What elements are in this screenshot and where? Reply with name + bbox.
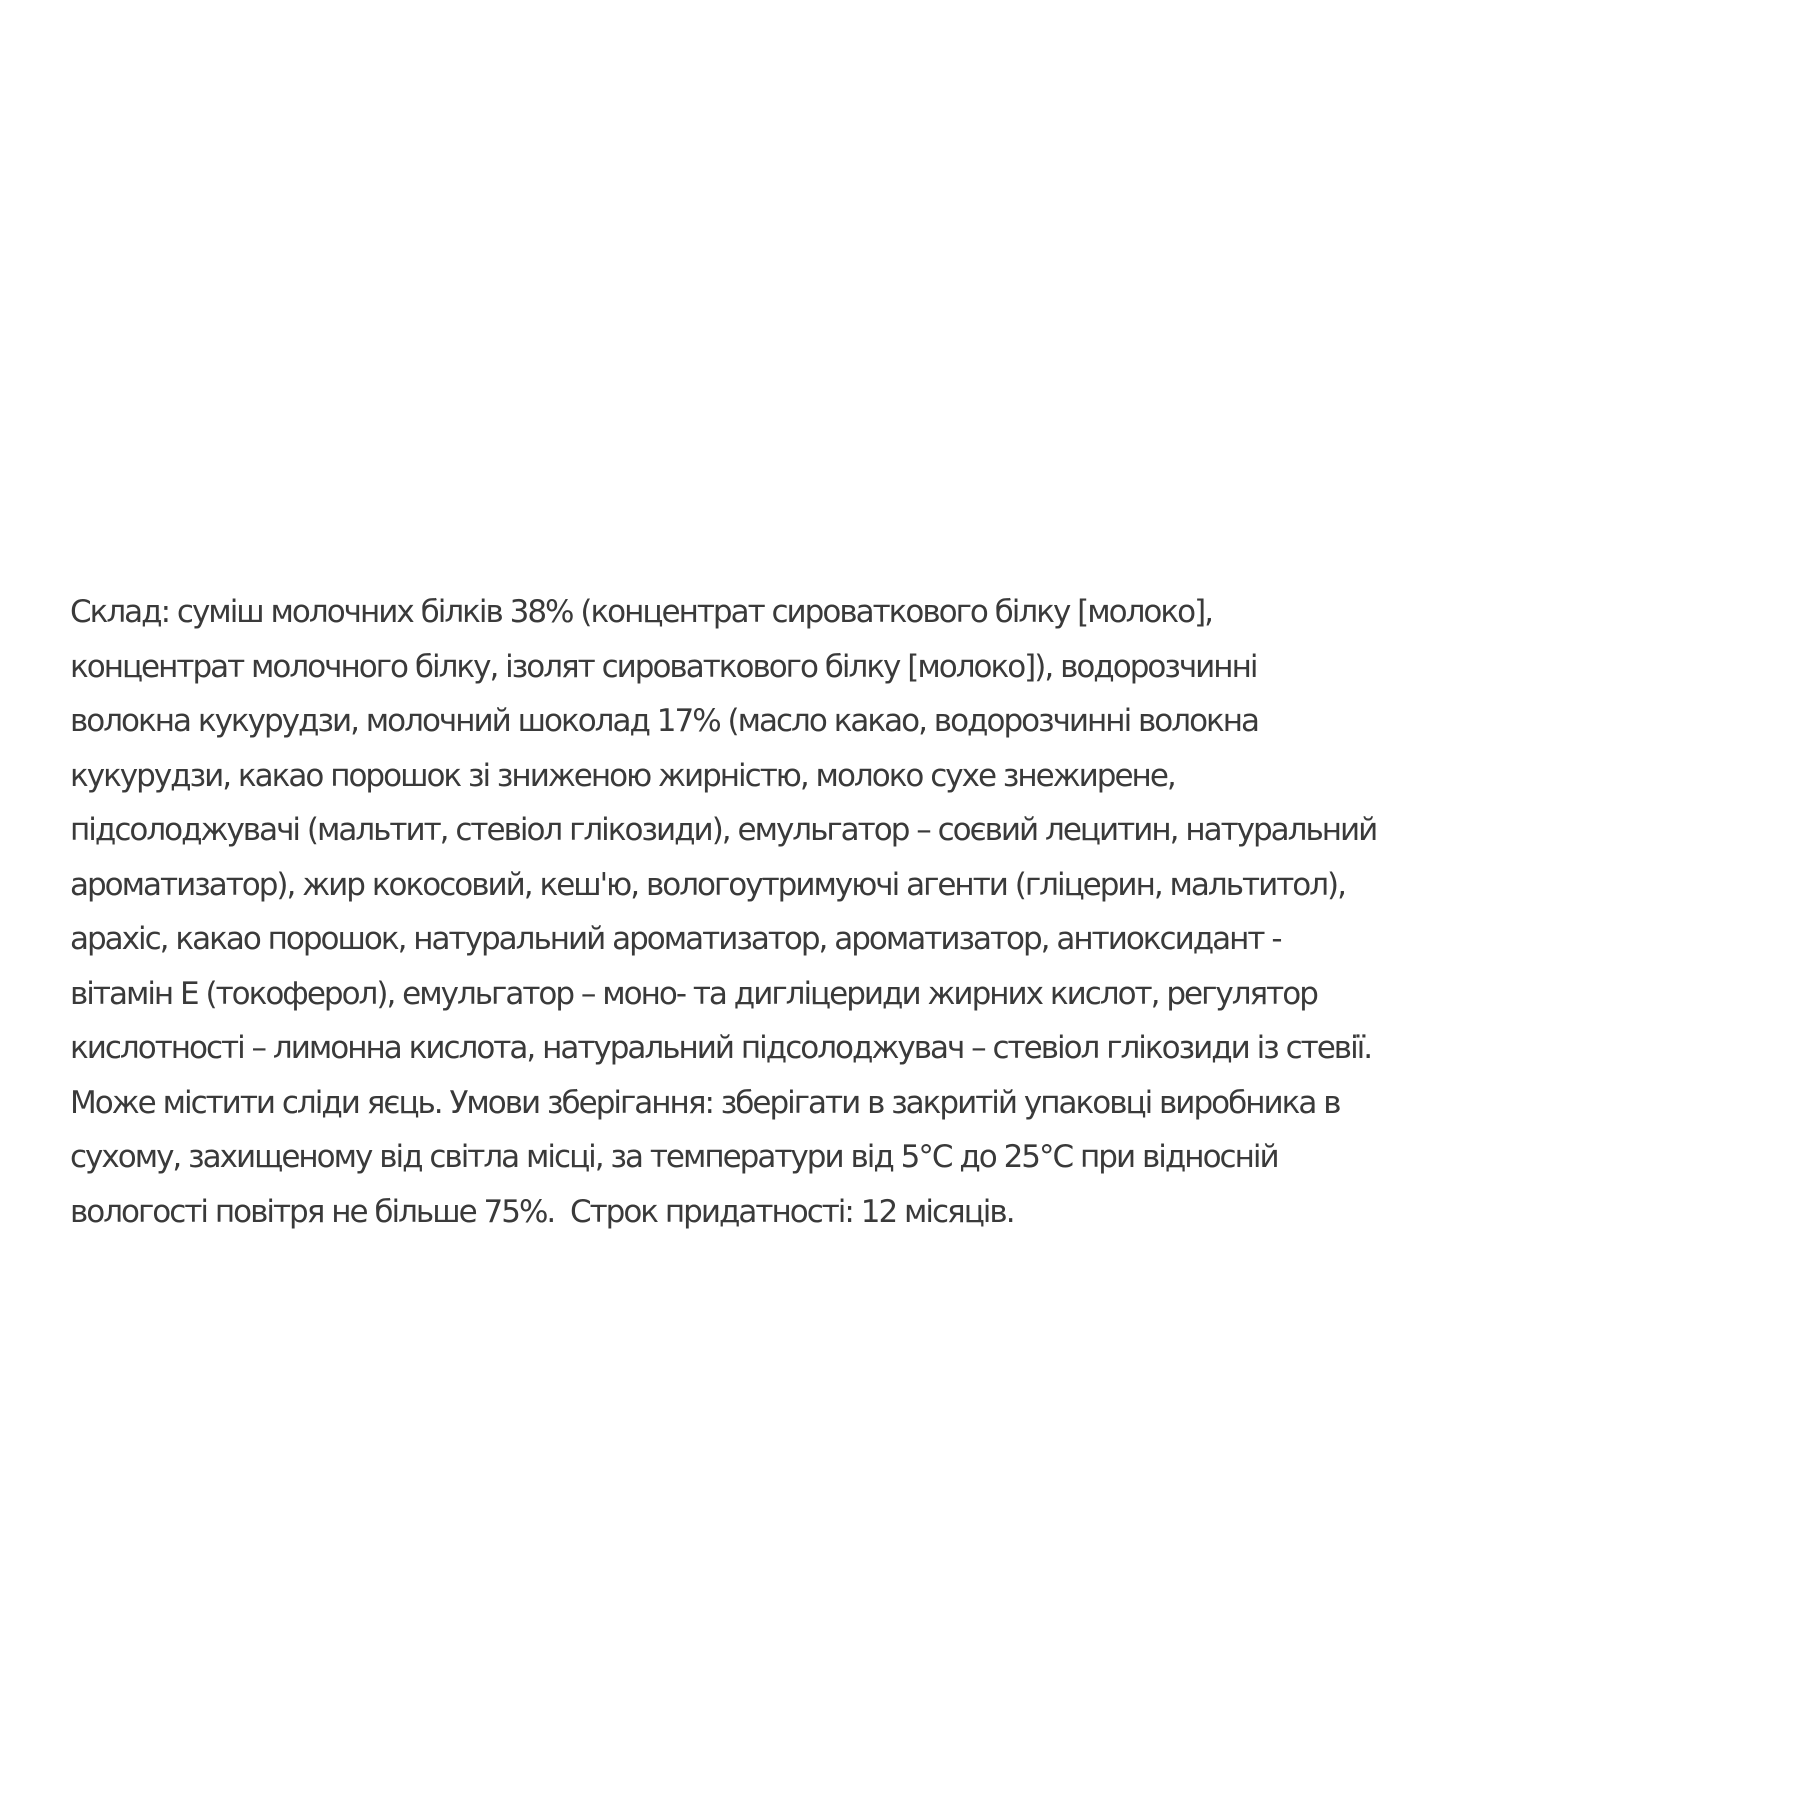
- text-line: концентрат молочного білку, ізолят сироваткового білку [молоко]), водорозчинні: [70, 648, 1257, 685]
- text-line: арахіс, какао порошок, натуральний ароматизатор, ароматизатор, антиоксидант -: [70, 921, 1281, 957]
- product-composition-text: [70, 585, 1790, 1239]
- text-line: волокна кукурудзи, молочний шоколад 17% (масло какао, водорозчинні волокна: [70, 703, 1259, 739]
- text-line: ароматизатор), жир кокосовий, кеш'ю, вологоутримуючі агенти (гліцерин, мальтитол),: [70, 866, 1346, 903]
- text-line: сухому, захищеному від світла місці, за температури від 5°C до 25°C при відносній: [70, 1139, 1278, 1175]
- text-line: вологості повітря не більше 75%. Строк придатності: 12 місяців.: [70, 1193, 1014, 1230]
- text-line: Може містити сліди яєць. Умови зберігання: зберігати в закритій упаковці виробника в: [70, 1084, 1340, 1121]
- text-line: кукурудзи, какао порошок зі зниженою жирністю, молоко сухе знежирене,: [70, 757, 1175, 794]
- text-line: Склад: суміш молочних білків 38% (концентрат сироваткового білку [молоко],: [70, 594, 1213, 630]
- text-line: вітамін Е (токоферол), емульгатор – моно- та дигліцериди жирних кислот, регулятор: [70, 975, 1317, 1012]
- text-line: кислотності – лимонна кислота, натуральний підсолоджувач – стевіол глікозиди із стевії.: [70, 1030, 1372, 1066]
- text-line: підсолоджувачі (мальтит, стевіол глікозиди), емульгатор – соєвий лецитин, натуральний: [70, 812, 1377, 848]
